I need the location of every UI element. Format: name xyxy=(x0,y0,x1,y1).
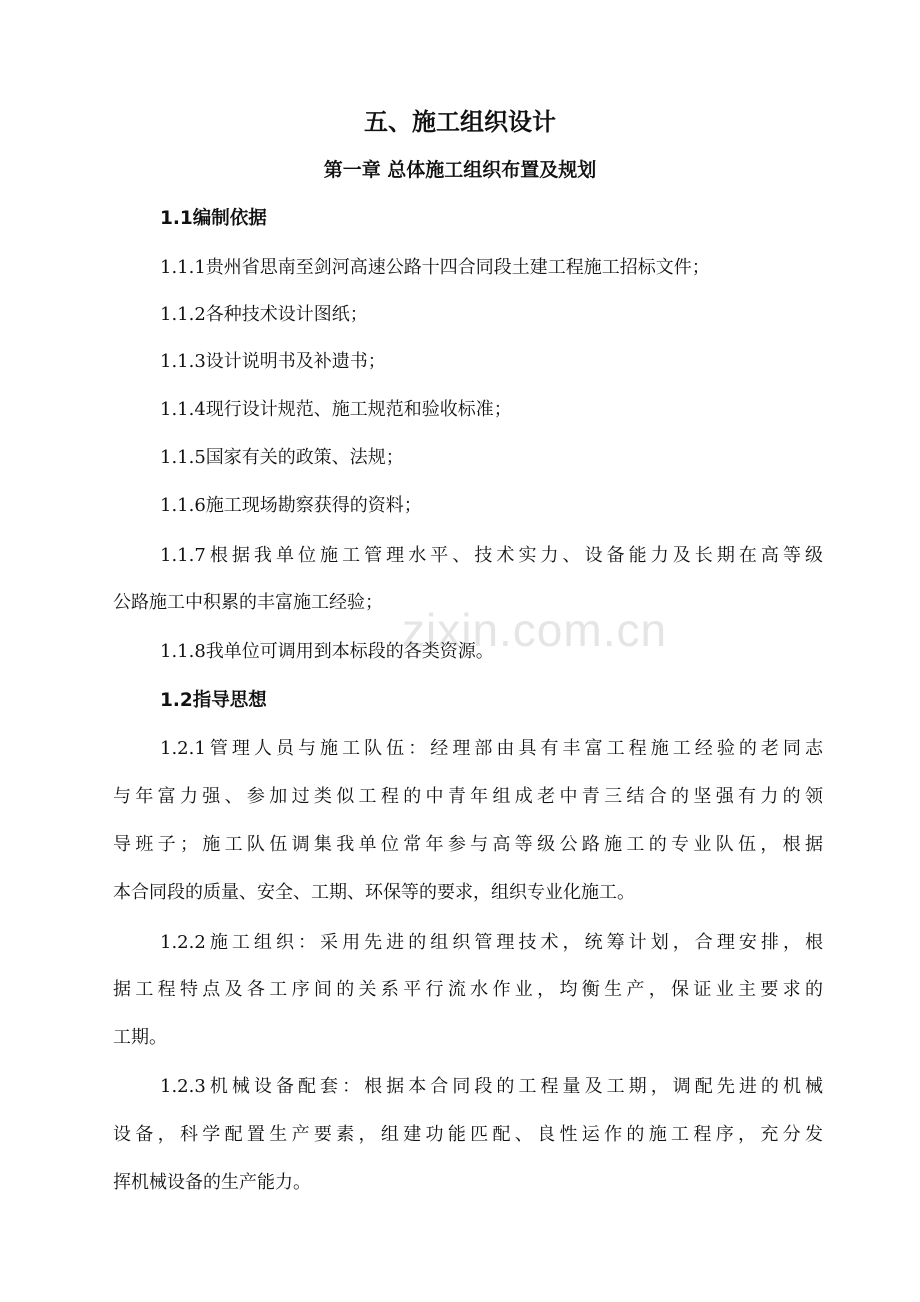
list-item: 1.1.5国家有关的政策、法规； xyxy=(160,447,404,468)
paragraph-line: 1.2.3机械设备配套：根据本合同段的工程量及工期，调配先进的机械 xyxy=(160,1076,823,1097)
list-item: 1.1.6施工现场勘察获得的资料； xyxy=(160,495,422,516)
paragraph-line: 本合同段的质量、安全、工期、环保等的要求，组织专业化施工。 xyxy=(113,882,635,903)
paragraph-line: 据工程特点及各工序间的关系平行流水作业，均衡生产，保证业主要求的 xyxy=(113,979,823,1000)
paragraph-line: 导班子；施工队伍调集我单位常年参与高等级公路施工的专业队伍，根据 xyxy=(113,834,823,855)
paragraph-line: 与年富力强、参加过类似工程的中青年组成老中青三结合的坚强有力的领 xyxy=(113,786,823,807)
list-item: 1.1.3设计说明书及补遗书； xyxy=(160,351,386,372)
paragraph-line: 工期。 xyxy=(113,1027,167,1048)
list-item: 1.1.2各种技术设计图纸； xyxy=(160,304,368,325)
paragraph-line: 1.2.1管理人员与施工队伍：经理部由具有丰富工程施工经验的老同志 xyxy=(160,738,823,759)
paragraph-line: 公路施工中积累的丰富施工经验； xyxy=(113,592,383,613)
section-heading-1-2: 1.2指导思想 xyxy=(160,690,267,711)
list-item: 1.1.1贵州省思南至剑河高速公路十四合同段土建工程施工招标文件； xyxy=(160,257,710,278)
section-heading-1-1: 1.1编制依据 xyxy=(160,208,267,229)
paragraph-line: 挥机械设备的生产能力。 xyxy=(113,1172,311,1193)
paragraph-line: 1.1.7根据我单位施工管理水平、技术实力、设备能力及长期在高等级 xyxy=(160,545,823,566)
document-title: 五、施工组织设计 xyxy=(364,108,556,136)
list-item: 1.1.4现行设计规范、施工规范和验收标准； xyxy=(160,399,512,420)
paragraph-line: 1.2.2施工组织：采用先进的组织管理技术，统筹计划，合理安排，根 xyxy=(160,932,823,953)
list-item: 1.1.8我单位可调用到本标段的各类资源。 xyxy=(160,641,494,662)
paragraph-line: 设备，科学配置生产要素，组建功能匹配、良性运作的施工程序，充分发 xyxy=(113,1124,823,1145)
chapter-title: 第一章 总体施工组织布置及规划 xyxy=(323,159,597,181)
watermark: zixin.com.cn xyxy=(402,604,668,656)
